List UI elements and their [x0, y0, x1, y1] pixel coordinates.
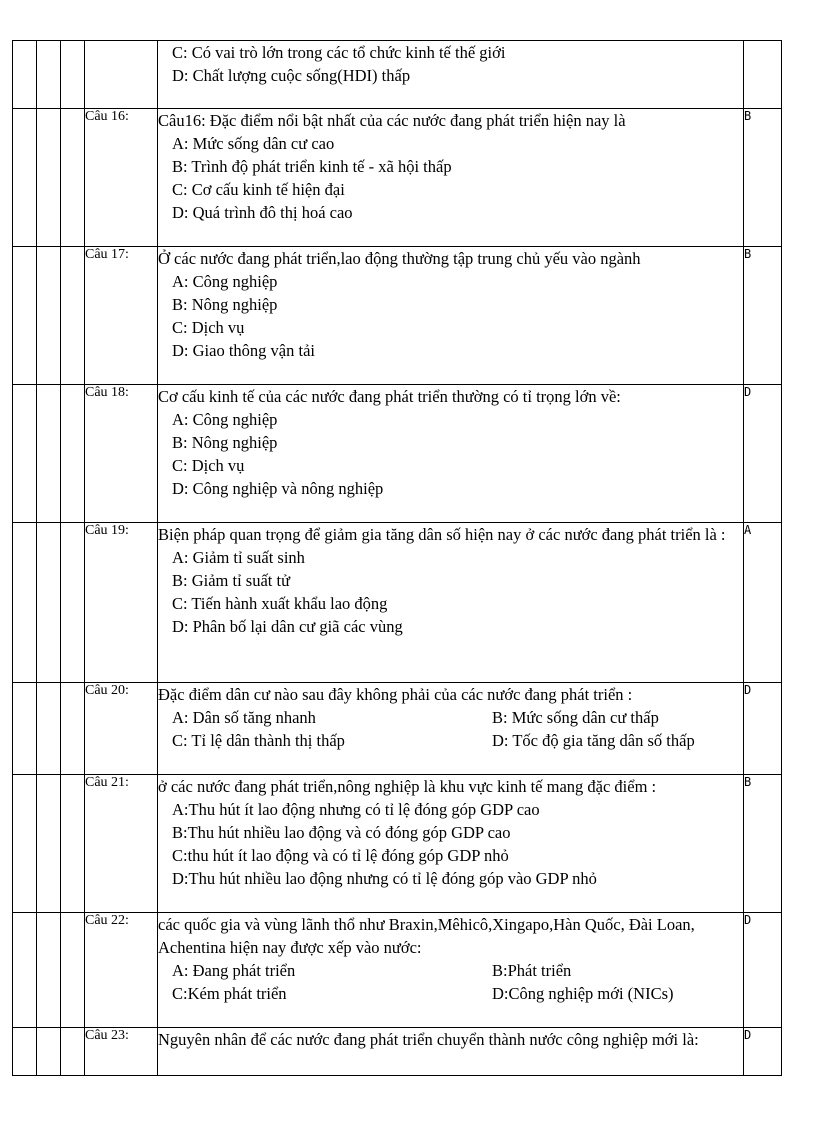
- option-c: C: Tỉ lệ dân thành thị thấp: [172, 731, 345, 750]
- option-a: A: Công nghiệp: [172, 272, 278, 291]
- question-content: [158, 1028, 744, 1076]
- question-content: [158, 775, 744, 913]
- question-row: [13, 913, 782, 1028]
- option-c: C:thu hút ít lao động và có tỉ lệ đóng góp GDP nhỏ: [172, 846, 509, 865]
- question-content: [158, 683, 744, 775]
- question-stem: Biện pháp quan trọng để giảm gia tăng dân số hiện nay ở các nước đang phát triển là :: [158, 525, 726, 544]
- margin-cell: [61, 247, 85, 385]
- margin-cell: [13, 247, 37, 385]
- margin-cell: [37, 1028, 61, 1076]
- question-content: [158, 523, 744, 683]
- margin-cell: [13, 523, 37, 683]
- option-a: A:Thu hút ít lao động nhưng có tỉ lệ đóng góp GDP cao: [172, 800, 540, 819]
- question-row: [13, 41, 782, 109]
- question-label: Câu 19:: [85, 523, 158, 683]
- answer-cell: D: [744, 385, 782, 523]
- margin-cell: [37, 683, 61, 775]
- option-a: A: Đang phát triển: [172, 961, 296, 980]
- question-content: [158, 913, 744, 1028]
- margin-cell: [13, 385, 37, 523]
- margin-cell: [13, 775, 37, 913]
- margin-cell: [61, 41, 85, 109]
- margin-cell: [37, 109, 61, 247]
- option-c: C: Cơ cấu kinh tế hiện đại: [172, 180, 345, 199]
- option-c: C: Có vai trò lớn trong các tổ chức kinh tế thế giới: [172, 43, 506, 62]
- margin-cell: [37, 775, 61, 913]
- answer-cell: D: [744, 1028, 782, 1076]
- question-stem: các quốc gia và vùng lãnh thổ như Braxin,Mêhicô,Xingapo,Hàn Quốc, Đài Loan, Achentina hiện nay được xếp vào nước:: [158, 915, 695, 957]
- question-row: [13, 683, 782, 775]
- question-content: [158, 385, 744, 523]
- margin-cell: [61, 385, 85, 523]
- option-c: C:Kém phát triển: [172, 984, 287, 1003]
- option-d: D: Quá trình đô thị hoá cao: [172, 203, 353, 222]
- answer-cell: D: [744, 683, 782, 775]
- margin-cell: [13, 1028, 37, 1076]
- answer-cell: B: [744, 109, 782, 247]
- answer-cell: B: [744, 775, 782, 913]
- option-b: B: Mức sống dân cư thấp: [492, 708, 659, 727]
- option-d: D: Chất lượng cuộc sống(HDI) thấp: [172, 66, 411, 85]
- option-b: B: Nông nghiệp: [172, 433, 278, 452]
- option-a: A: Giảm tỉ suất sinh: [172, 548, 305, 567]
- question-label: Câu 20:: [85, 683, 158, 775]
- option-a: A: Mức sống dân cư cao: [172, 134, 335, 153]
- question-stem: ở các nước đang phát triển,nông nghiệp là khu vực kinh tế mang đặc điểm :: [158, 777, 657, 796]
- option-b: B:Thu hút nhiều lao động và có đóng góp GDP cao: [172, 823, 511, 842]
- margin-cell: [37, 913, 61, 1028]
- margin-cell: [61, 109, 85, 247]
- question-label: Câu 17:: [85, 247, 158, 385]
- option-b: B:Phát triển: [492, 961, 572, 980]
- question-label: Câu 22:: [85, 913, 158, 1028]
- quiz-table: [12, 40, 782, 1076]
- question-stem: Câu16: Đặc điểm nổi bật nhất của các nước đang phát triển hiện nay là: [158, 111, 626, 130]
- answer-cell: B: [744, 247, 782, 385]
- margin-cell: [13, 41, 37, 109]
- question-row: [13, 247, 782, 385]
- question-content: [158, 247, 744, 385]
- options-grid: [172, 959, 743, 1005]
- option-c: C: Dịch vụ: [172, 318, 245, 337]
- option-b: B: Nông nghiệp: [172, 295, 278, 314]
- answer-cell: D: [744, 913, 782, 1028]
- option-b: B: Giảm tỉ suất tử: [172, 571, 291, 590]
- margin-cell: [61, 1028, 85, 1076]
- margin-cell: [13, 913, 37, 1028]
- margin-cell: [37, 523, 61, 683]
- question-label: Câu 21:: [85, 775, 158, 913]
- margin-cell: [37, 41, 61, 109]
- question-label: Câu 18:: [85, 385, 158, 523]
- question-stem: Ở các nước đang phát triển,lao động thường tập trung chủ yếu vào ngành: [158, 249, 641, 268]
- answer-cell: [744, 41, 782, 109]
- margin-cell: [61, 913, 85, 1028]
- option-d: D: Công nghiệp và nông nghiệp: [172, 479, 384, 498]
- margin-cell: [13, 109, 37, 247]
- margin-cell: [61, 523, 85, 683]
- question-content: [158, 109, 744, 247]
- option-d: D: Giao thông vận tải: [172, 341, 315, 360]
- answer-cell: A: [744, 523, 782, 683]
- question-row: [13, 1028, 782, 1076]
- question-stem: Đặc điểm dân cư nào sau đây không phải của các nước đang phát triển :: [158, 685, 633, 704]
- margin-cell: [61, 683, 85, 775]
- question-stem: Cơ cấu kinh tế của các nước đang phát triển thường có tỉ trọng lớn về:: [158, 387, 621, 406]
- question-row: [13, 775, 782, 913]
- option-a: A: Dân số tăng nhanh: [172, 708, 316, 727]
- option-d: D:Thu hút nhiều lao động nhưng có tỉ lệ đóng góp vào GDP nhỏ: [172, 869, 597, 888]
- option-d: D: Tốc độ gia tăng dân số thấp: [492, 731, 695, 750]
- question-label: [85, 41, 158, 109]
- margin-cell: [13, 683, 37, 775]
- option-b: B: Trình độ phát triển kinh tế - xã hội thấp: [172, 157, 452, 176]
- margin-cell: [37, 247, 61, 385]
- option-c: C: Dịch vụ: [172, 456, 245, 475]
- question-row: [13, 385, 782, 523]
- option-c: C: Tiến hành xuất khẩu lao động: [172, 594, 388, 613]
- options-grid: [172, 706, 743, 752]
- question-label: Câu 23:: [85, 1028, 158, 1076]
- option-a: A: Công nghiệp: [172, 410, 278, 429]
- question-content: [158, 41, 744, 109]
- option-d: D:Công nghiệp mới (NICs): [492, 984, 674, 1003]
- margin-cell: [37, 385, 61, 523]
- question-row: [13, 109, 782, 247]
- question-stem: Nguyên nhân để các nước đang phát triển chuyển thành nước công nghiệp mới là:: [158, 1030, 699, 1049]
- option-d: D: Phân bố lại dân cư giã các vùng: [172, 617, 403, 636]
- question-label: Câu 16:: [85, 109, 158, 247]
- question-row: [13, 523, 782, 683]
- margin-cell: [61, 775, 85, 913]
